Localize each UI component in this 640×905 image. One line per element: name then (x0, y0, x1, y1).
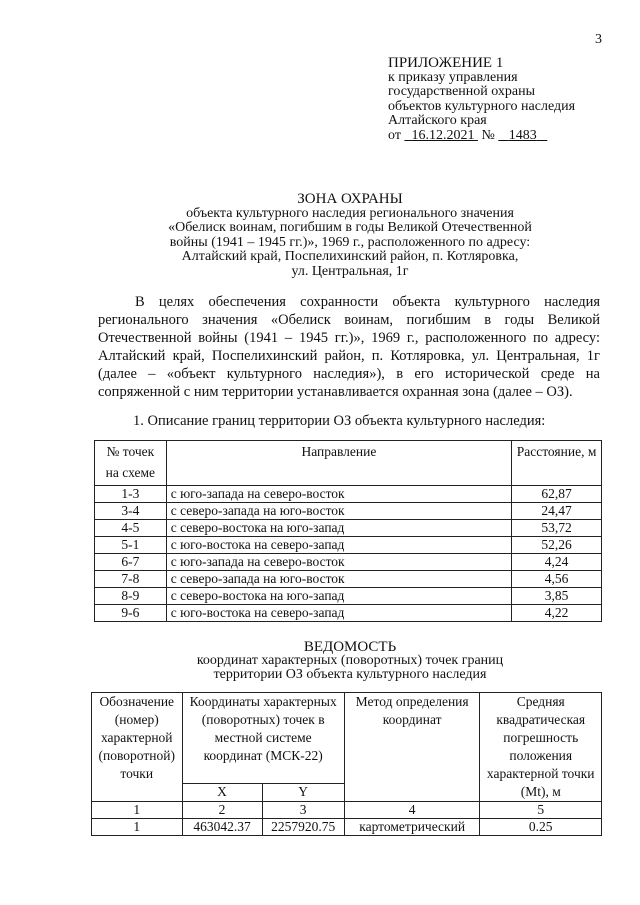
cell-direction: с юго-востока на северо-запад (166, 605, 511, 622)
cell-method: картометрический (344, 819, 480, 836)
order-date: 16.12.2021 (411, 127, 475, 143)
column-number: 3 (262, 802, 344, 819)
cell-points: 9-6 (95, 605, 167, 622)
vedomost-title (100, 640, 600, 682)
header-points: № точек на схеме (95, 441, 167, 486)
table-row (95, 605, 602, 622)
boundary-table (94, 440, 602, 622)
title-line: ул. Центральная, 1г (291, 263, 409, 279)
cell-points: 7-8 (95, 571, 167, 588)
column-number: 4 (344, 802, 480, 819)
cell-points: 8-9 (95, 588, 167, 605)
cell-distance: 52,26 (512, 537, 602, 554)
cell-points: 1-3 (95, 486, 167, 503)
header-method: Метод определения координат (344, 693, 480, 802)
column-number: 2 (182, 802, 262, 819)
title-line: войны (1941 – 1945 гг.)», 1969 г., расположенного по адресу: (169, 234, 531, 250)
cell-distance: 53,72 (512, 520, 602, 537)
column-number-row (92, 802, 602, 819)
page-number: 3 (595, 32, 602, 47)
table-row (95, 588, 602, 605)
cell-direction: с северо-востока на юго-запад (166, 588, 511, 605)
order-number: 1483 (508, 127, 537, 143)
cell-points: 4-5 (95, 520, 167, 537)
intro-paragraph: В целях обеспечения сохранности объекта культурного наследия регионального значения «Обелиск воинам, погибшим в годы Великой Отечественной войны (1941 – 1945 гг.)», 1969 г., расположенного по адресу: Алтайский край, Поспелихинский район, п. Котляровка, ул. Центральная, 1г (далее – «объект культурного наследия»), в его исторической среде на сопряженной с ним территории устанавливается охранная зона (далее – ОЗ). (98, 294, 600, 400)
section-heading: 1. Описание границ территории ОЗ объекта культурного наследия: (133, 413, 546, 429)
table-row (95, 520, 602, 537)
cell-distance: 4,24 (512, 554, 602, 571)
cell-points: 5-1 (95, 537, 167, 554)
cell-points: 3-4 (95, 503, 167, 520)
number-prefix: № (481, 127, 495, 143)
cell-x: 463042.37 (182, 819, 262, 836)
cell-points: 6-7 (95, 554, 167, 571)
table-row (92, 819, 602, 836)
coordinates-table (91, 692, 602, 836)
table-header-row (92, 693, 602, 784)
table-row (95, 571, 602, 588)
appendix-title: ПРИЛОЖЕНИЕ 1 (388, 55, 504, 71)
appendix-block (388, 56, 575, 143)
appendix-line: государственной охраны (388, 84, 536, 99)
appendix-date-line (388, 129, 575, 144)
header-error: Средняя квадратическая погрешность положения характерной точки (Mt), м (480, 693, 602, 802)
column-number: 1 (92, 802, 183, 819)
table-row (95, 537, 602, 554)
header-direction: Направление (166, 441, 511, 486)
title-line: «Обелиск воинам, погибшим в годы Великой Отечественной (168, 220, 532, 235)
cell-distance: 24,47 (512, 503, 602, 520)
table-row (95, 486, 602, 503)
cell-distance: 3,85 (512, 588, 602, 605)
vedomost-line: территории ОЗ объекта культурного наследия (213, 667, 487, 682)
vedomost-line: координат характерных (поворотных) точек границ (196, 653, 504, 668)
cell-direction: с юго-востока на северо-запад (166, 537, 511, 554)
appendix-line: Алтайского края (388, 113, 487, 128)
cell-distance: 4,22 (512, 605, 602, 622)
table-row (95, 503, 602, 520)
date-prefix: от (388, 127, 401, 143)
header-distance: Расстояние, м (512, 441, 602, 486)
vedomost-heading: ВЕДОМОСТЬ (303, 639, 397, 655)
cell-distance: 62,87 (512, 486, 602, 503)
column-number: 5 (480, 802, 602, 819)
cell-direction: с северо-востока на юго-запад (166, 520, 511, 537)
cell-point: 1 (92, 819, 183, 836)
cell-direction: с северо-запада на юго-восток (166, 571, 511, 588)
title-line: объекта культурного наследия регионального значения (186, 205, 514, 221)
zone-heading: ЗОНА ОХРАНЫ (297, 191, 403, 207)
cell-error: 0.25 (480, 819, 602, 836)
cell-direction: с северо-запада на юго-восток (166, 503, 511, 520)
header-coordinates: Координаты характерных (поворотных) точек в местной системе координат (МСК-22) (182, 693, 344, 784)
header-x: X (182, 784, 262, 802)
cell-distance: 4,56 (512, 571, 602, 588)
table-header-row (95, 441, 602, 486)
table-row (95, 554, 602, 571)
appendix-line: объектов культурного наследия (388, 98, 576, 114)
zone-title (100, 192, 600, 279)
appendix-line: к приказу управления (388, 69, 518, 85)
cell-direction: с юго-запада на северо-восток (166, 486, 511, 503)
cell-y: 2257920.75 (262, 819, 344, 836)
title-line: Алтайский край, Поспелихинский район, п. Котляровка, (181, 249, 519, 264)
cell-direction: с юго-запада на северо-восток (166, 554, 511, 571)
header-y: Y (262, 784, 344, 802)
header-point: Обозначение (номер) характерной (поворотной) точки (92, 693, 183, 802)
